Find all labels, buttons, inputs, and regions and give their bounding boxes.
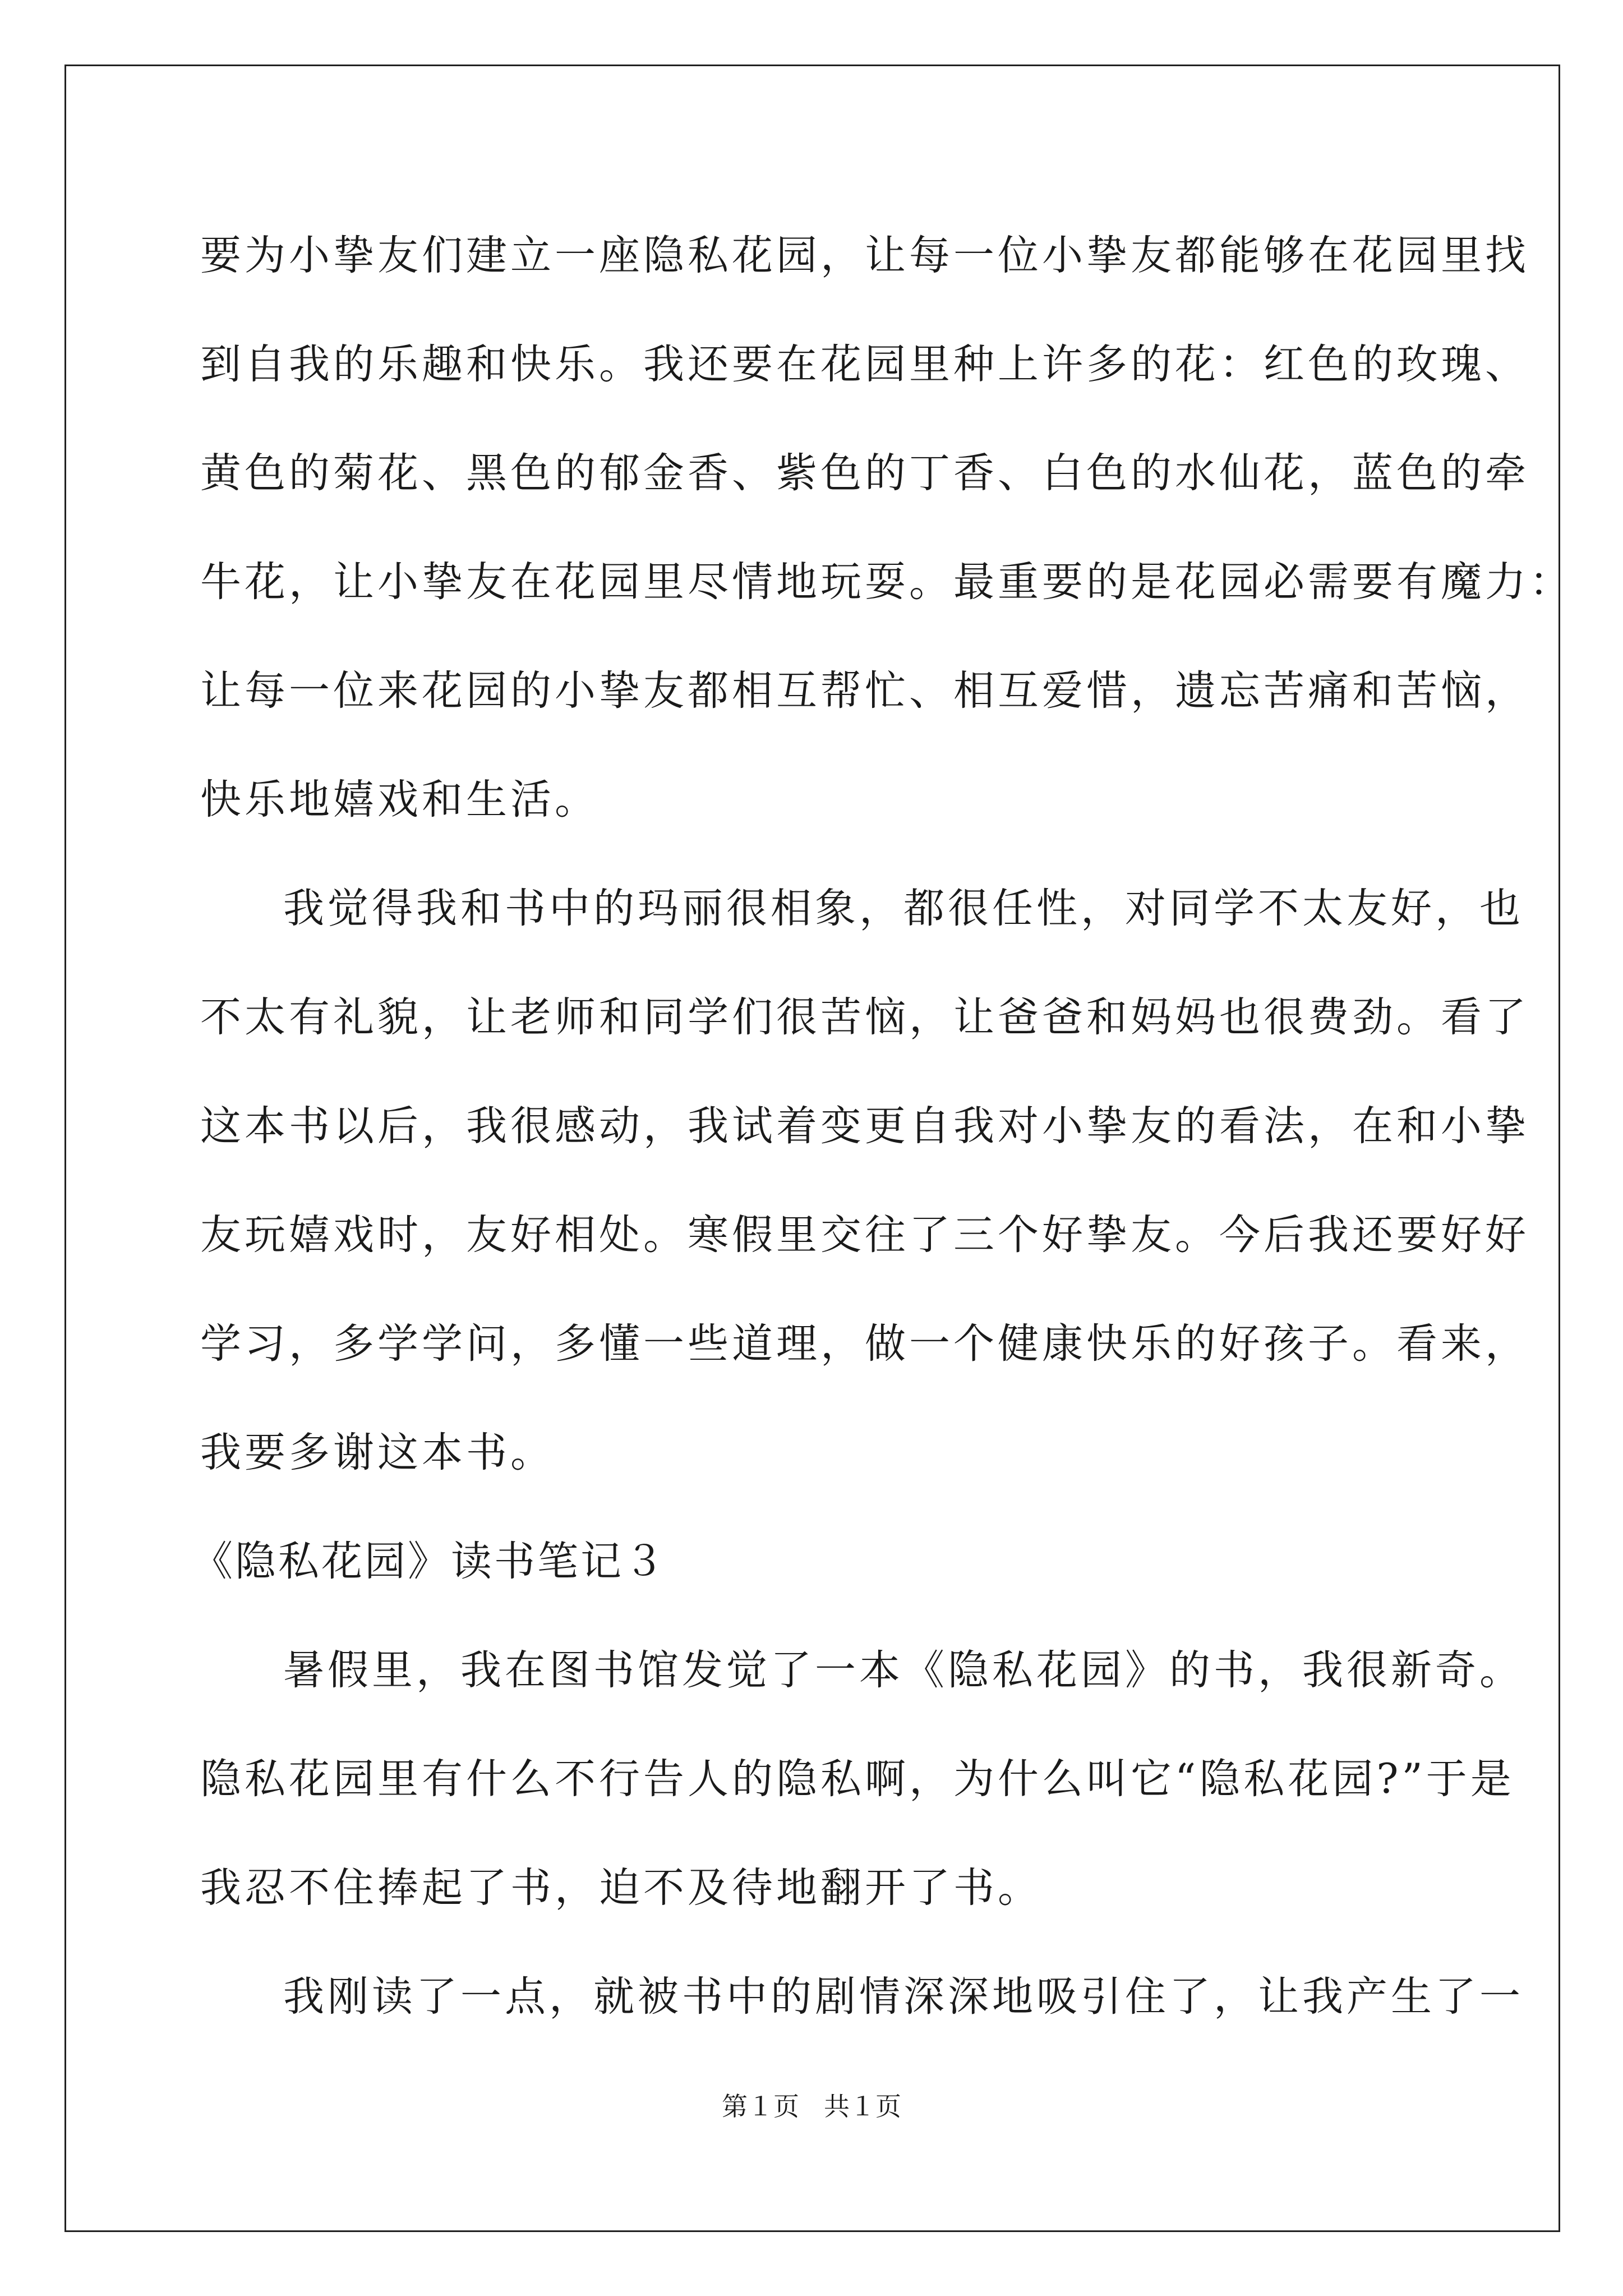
text-line: 黄色的菊花、黑色的郁金香、紫色的丁香、白色的水仙花，蓝色的牵 [200,449,1529,497]
page-number: 第１页 [722,2091,799,2122]
text-line: 到自我的乐趣和快乐。我还要在花园里种上许多的花：红色的玫瑰、 [200,341,1529,388]
text-line: 不太有礼貌，让老师和同学们很苦恼，让爸爸和妈妈也很费劲。看了 [200,993,1529,1041]
text-line: 快乐地嬉戏和生活。 [200,776,599,823]
text-line: 让每一位来花园的小挚友都相互帮忙、相互爱惜，遗忘苦痛和苦恼， [200,667,1529,715]
paragraph-first-line: 我刚读了一点，就被书中的剧情深深地吸引住了，让我产生了一 [283,1973,1524,2021]
text-line: 学习，多学学问，多懂一些道理，做一个健康快乐的好孩子。看来， [200,1320,1529,1368]
text-line: 牛花，让小挚友在花园里尽情地玩耍。最重要的是花园必需要有魔力： [200,558,1574,606]
text-line: 这本书以后，我很感动，我试着变更自我对小挚友的看法，在和小挚 [200,1102,1529,1150]
text-line: 我要多谢这本书。 [200,1429,555,1476]
text-line: 我忍不住捧起了书，迫不及待地翻开了书。 [200,1864,1042,1912]
page-footer [0,2090,1623,2123]
section-heading: 《隐私花园》读书笔记３ [192,1538,667,1585]
text-line: 要为小挚友们建立一座隐私花园，让每一位小挚友都能够在花园里找 [200,232,1529,279]
paragraph-first-line: 我觉得我和书中的玛丽很相象，都很任性，对同学不太友好，也 [283,885,1524,932]
text-line: 友玩嬉戏时，友好相处。寒假里交往了三个好挚友。今后我还要好好 [200,1211,1529,1259]
text-line: 隐私花园里有什么不行告人的隐私啊，为什么叫它“隐私花园?”于是 [200,1755,1515,1803]
page-total: 共１页 [824,2091,901,2122]
paragraph-first-line: 暑假里，我在图书馆发觉了一本《隐私花园》的书，我很新奇。 [283,1646,1524,1694]
